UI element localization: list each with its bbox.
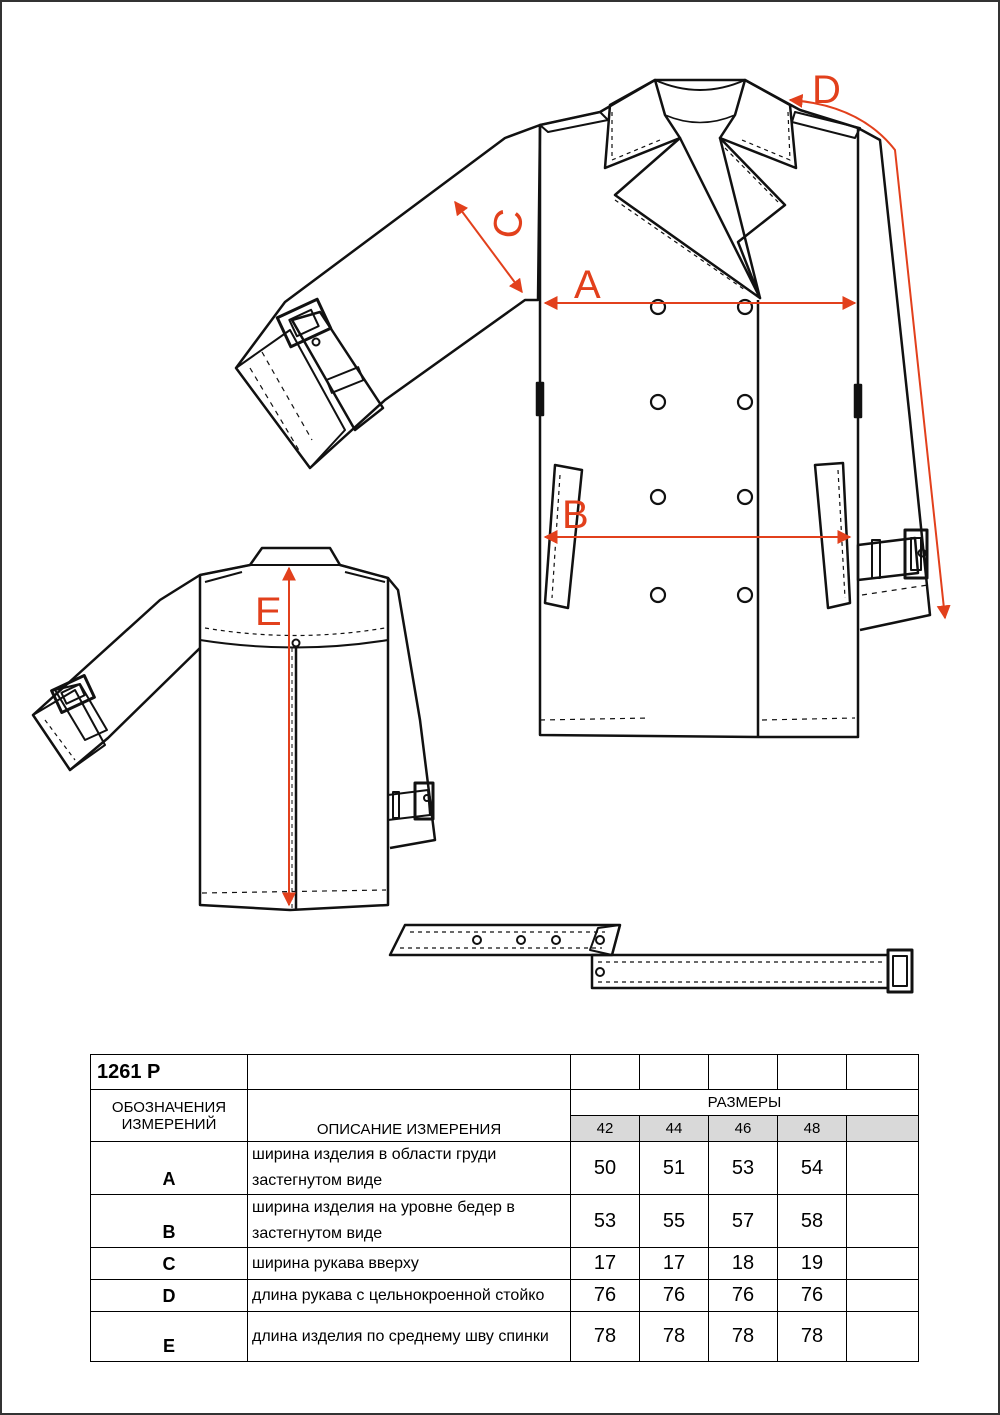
row-desc: ширина изделия на уровне бедер в застегнутом виде xyxy=(248,1195,571,1248)
label-d: D xyxy=(812,68,841,112)
back-body xyxy=(200,548,388,910)
row-value: 58 xyxy=(778,1195,847,1248)
row-value: 17 xyxy=(571,1248,640,1280)
header-sizes: РАЗМЕРЫ xyxy=(571,1090,919,1116)
front-collar xyxy=(605,80,680,168)
front-sleeve-tab xyxy=(292,312,383,430)
row-value: 78 xyxy=(778,1312,847,1362)
front-lapel-right xyxy=(720,138,785,298)
row-value: 55 xyxy=(640,1195,709,1248)
table-row xyxy=(91,1248,919,1280)
size-table xyxy=(90,1054,919,1362)
back-left-sleeve xyxy=(33,575,200,770)
table-row xyxy=(91,1195,919,1248)
row-code: D xyxy=(91,1280,248,1312)
back-coat xyxy=(33,548,435,910)
label-e: E xyxy=(255,590,282,634)
table-row xyxy=(91,1312,919,1362)
front-buttons xyxy=(651,300,752,602)
row-value: 76 xyxy=(640,1280,709,1312)
row-desc: ширина изделия в области груди застегнутом виде xyxy=(248,1142,571,1195)
header-description: ОПИСАНИЕ ИЗМЕРЕНИЯ xyxy=(248,1090,571,1142)
row-value: 78 xyxy=(640,1312,709,1362)
row-code: B xyxy=(91,1195,248,1248)
row-value: 76 xyxy=(571,1280,640,1312)
table-row xyxy=(91,1280,919,1312)
front-right-sleeve-tab xyxy=(858,538,918,580)
size-col: 48 xyxy=(778,1116,847,1142)
front-sleeve-buckle xyxy=(277,299,330,347)
row-value: 50 xyxy=(571,1142,640,1195)
row-value: 51 xyxy=(640,1142,709,1195)
row-value: 78 xyxy=(709,1312,778,1362)
row-value: 76 xyxy=(709,1280,778,1312)
row-value: 18 xyxy=(709,1248,778,1280)
row-value: 54 xyxy=(778,1142,847,1195)
row-value: 57 xyxy=(709,1195,778,1248)
model-number: 1261 Р xyxy=(91,1055,248,1090)
label-c: C xyxy=(484,205,533,242)
label-a: A xyxy=(574,263,601,307)
size-col: 46 xyxy=(709,1116,778,1142)
back-right-sleeve xyxy=(388,578,435,848)
row-value: 53 xyxy=(571,1195,640,1248)
table-row xyxy=(91,1142,919,1195)
row-code: A xyxy=(91,1142,248,1195)
size-col: 42 xyxy=(571,1116,640,1142)
size-col: 44 xyxy=(640,1116,709,1142)
front-pocket-right xyxy=(815,463,850,608)
row-value: 17 xyxy=(640,1248,709,1280)
front-left-sleeve xyxy=(236,125,540,468)
row-value: 76 xyxy=(778,1280,847,1312)
row-code: E xyxy=(91,1312,248,1362)
row-value: 78 xyxy=(571,1312,640,1362)
row-desc: длина рукава с цельнокроенной стойко xyxy=(248,1280,571,1312)
label-b: B xyxy=(562,493,589,537)
belt xyxy=(390,925,912,992)
front-coat xyxy=(236,80,930,737)
header-codes: ОБОЗНАЧЕНИЯ ИЗМЕРЕНИЙ xyxy=(91,1090,248,1142)
row-desc: ширина рукава вверху xyxy=(248,1248,571,1280)
row-value: 19 xyxy=(778,1248,847,1280)
row-code: C xyxy=(91,1248,248,1280)
row-desc: длина изделия по среднему шву спинки xyxy=(248,1312,571,1362)
row-value: 53 xyxy=(709,1142,778,1195)
